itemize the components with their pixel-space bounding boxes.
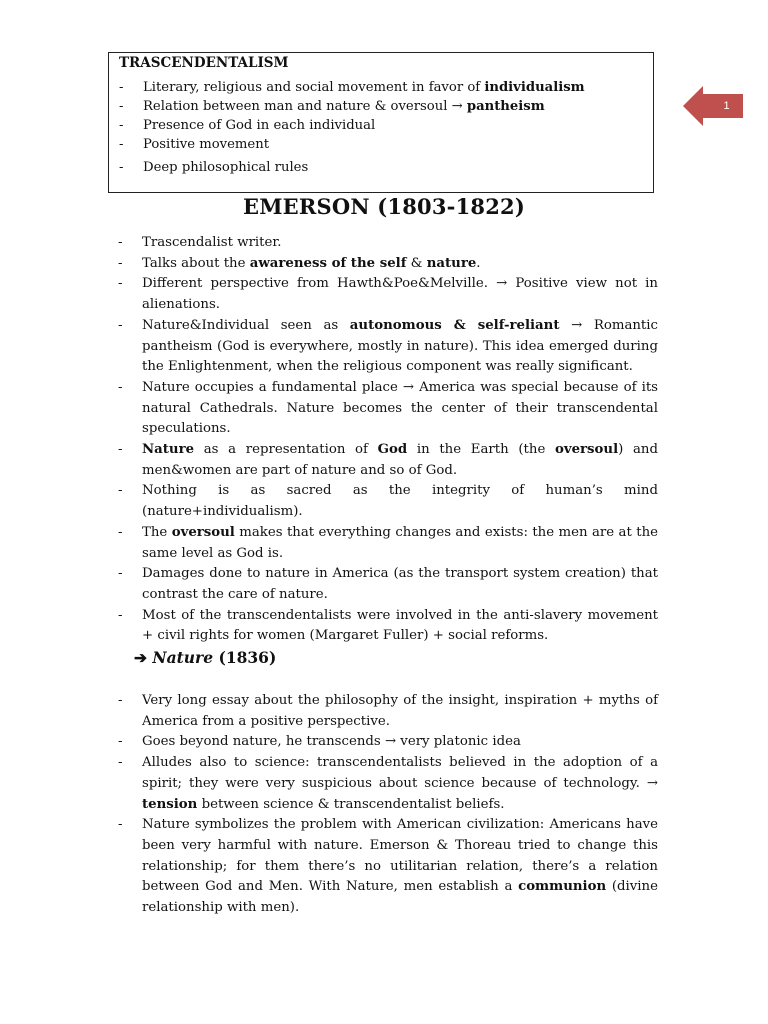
section-heading (134, 648, 276, 667)
list-item (118, 254, 658, 275)
list-item (118, 606, 658, 647)
work-title: Nature (152, 648, 214, 667)
list-item (118, 440, 658, 481)
list-item-text: oversoul (554, 442, 619, 458)
list-item-text: Nature occupies a fundamental place → America was special because of its natural Cathedrals. Nature becomes the center of their transcendental speculations. (142, 379, 658, 437)
author-name: EMERSON (243, 194, 370, 219)
list-item-text: Talks about the (142, 255, 250, 271)
author-years: (1803-1822) (377, 194, 525, 219)
list-item (118, 691, 658, 732)
page-number-badge (683, 86, 743, 126)
list-item (118, 732, 658, 753)
summary-item: - Literary, religious and social movement in favor of individualism (119, 78, 643, 97)
summary-item: - Deep philosophical rules (119, 158, 643, 177)
page-number: 1 (723, 100, 730, 112)
list-item-text: Alludes also to science: transcendentalists believed in the adoption of a spirit; they were very suspicious about science because of technology. → (142, 755, 658, 791)
list-item-text: Different perspective from Hawth&Poe&Melville. → Positive view not in alienations. (142, 276, 658, 313)
list-item-text: Most of the transcendentalists were involved in the anti-slavery movement + civil rights for women (Margaret Fuller) + social reforms. (142, 607, 658, 644)
list-item-text: (divine relationship with men). (142, 879, 658, 916)
list-item-text: . (476, 255, 481, 271)
emerson-points-list (118, 233, 658, 647)
list-item (118, 233, 658, 254)
list-item (118, 753, 658, 815)
list-item-text: awareness of the self (249, 255, 407, 271)
summary-box (108, 52, 654, 193)
summary-list (119, 78, 643, 177)
list-item (118, 274, 658, 315)
list-item-text: as a representation of (194, 442, 378, 458)
list-item-text: The (142, 524, 172, 540)
list-item-text: Nature (142, 442, 195, 458)
list-item-text: Very long essay about the philosophy of the insight, inspiration + myths of America from a positive perspective. (142, 693, 658, 729)
list-item-text: autonomous & self-reliant (349, 317, 560, 333)
list-item-text: Trascendalist writer. (142, 235, 282, 250)
list-item (118, 564, 658, 605)
nature-points-list (118, 691, 658, 919)
work-year: (1836) (218, 648, 277, 667)
list-item (118, 523, 658, 564)
list-item-text: oversoul (171, 524, 235, 540)
list-item-text: Goes beyond nature, he transcends → very platonic idea (142, 734, 521, 750)
list-item-text: between science & transcendentalist beliefs. (197, 796, 505, 812)
list-item-text: & (406, 255, 427, 271)
list-item-text: communion (518, 879, 607, 895)
list-item (118, 316, 658, 378)
arrow-icon: ➔ (134, 648, 147, 667)
summary-item: - Positive movement (119, 135, 643, 154)
list-item (118, 378, 658, 440)
list-item-text: ) and men&women are part of nature and so of God. (142, 442, 658, 478)
list-item-text: nature (426, 255, 477, 271)
list-item-text: makes that everything changes and exists: the men are at the same level as God is. (142, 524, 658, 561)
list-item-text: Damages done to nature in America (as the transport system creation) that contrast the care of nature. (142, 566, 658, 602)
list-item-text: God (377, 442, 408, 458)
list-item-text: → Romantic pantheism (God is everywhere, mostly in nature). This idea emerged during the Enlightenment, when the religious component was really significant. (142, 317, 658, 375)
summary-title: TRASCENDENTALISM (119, 55, 289, 71)
list-item (118, 815, 658, 919)
summary-item: - Relation between man and nature & oversoul → pantheism (119, 97, 643, 116)
list-item-text: tension (142, 796, 198, 812)
list-item-text: Nature symbolizes the problem with American civilization: Americans have been very harmful with nature. Emerson & Thoreau tried to change this relationship; for them there’s no utilitarian relation, there’s a relation between God and Men. With Nature, men establish a (142, 817, 658, 895)
list-item-text: in the Earth (the (407, 442, 555, 458)
list-item-text: Nothing is as sacred as the integrity of human’s mind (nature+individualism). (142, 483, 658, 520)
list-item (118, 481, 658, 522)
list-item-text: Nature&Individual seen as (142, 317, 350, 333)
page-title (0, 194, 768, 219)
summary-item: - Presence of God in each individual (119, 116, 643, 135)
